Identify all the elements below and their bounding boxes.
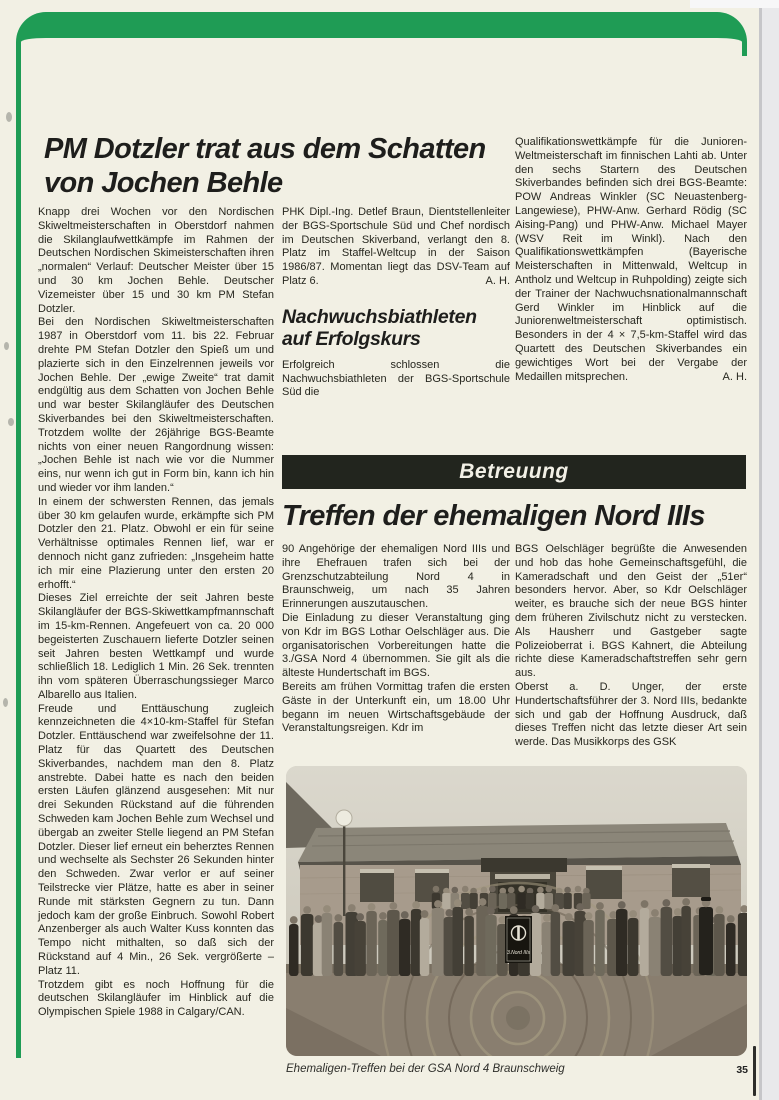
- scan-speck: [3, 698, 8, 707]
- article2-title: Treffen der ehemaligen Nord IIIs: [282, 500, 705, 532]
- author-initials: A. H.: [722, 370, 747, 383]
- photo-sign-label: 3.Nord IIIs: [506, 950, 531, 956]
- scan-speck: [6, 112, 12, 122]
- scan-speck: [4, 342, 9, 350]
- article1-column-1: [38, 206, 274, 1020]
- article2-column-1: [282, 543, 510, 736]
- photo-lamp-globe: [336, 810, 352, 826]
- photo-lamp-pole: [343, 824, 345, 916]
- article1-paragraph: Qualifikationswettkämpfe für die Junioren-Weltmeisterschaft im finnischen Lahti ab. Unter den sechs Startern des Deutschen Skiverbandes befinden sich drei BGS-Beamte: POW Andreas Winkler (SC Neuastenberg-Langewiese), PHW-Anw. Gerhard Rödig (SC Aising-Pang) und PHW-Anw. Michael Mayer (WSV Reit im Winkl). Nach den Qualifikationswettkämpfen (Bayerische Meisterschaften in Mittenwald, Weltcup in Antholz und Weltcup in Ruhpolding) zeigte sich der Trainer der Nachwuchsnationalmannschaft Gerd Winkler im Hinblick auf die Juniorenweltmeisterschaft optimistisch. Besonders in der 4 × 7,5-km-Staffel wird das Quartett des Deutschen Skiverbandes ein gewichtiges Wort bei der Vergabe der Medaillen mitsprechen.: [515, 136, 747, 383]
- scan-corner-notch: [690, 0, 779, 8]
- article1-title: PM Dotzler trat aus dem Schatten von Jochen Behle: [44, 133, 486, 199]
- section-banner: [282, 455, 746, 489]
- group-photo: [286, 766, 747, 1056]
- scan-edge-strip: [762, 0, 779, 1100]
- page-frame-left-line: [16, 50, 21, 1058]
- scan-speck: [8, 418, 14, 426]
- author-initials: A. H.: [485, 274, 510, 287]
- scan-page-edge-line: [753, 1046, 756, 1096]
- article1-paragraph: Dieses Ziel erreichte der seit Jahren beste Skilangläufer der BGS-Skiwettkampfmannschaft im 15-km-Rennen. Angefeuert von ca. 20 000 begeisterten Zuschauern lieferte Dotzler seinen seit Jahren besten Wettkampf und wurde schließlich 18. Lediglich 1 Min. 26 Sek. trennten ihn vom späteren Überraschungssieger Marco Albarello aus Italien.: [38, 592, 274, 701]
- section-banner-label: Betreuung: [459, 460, 569, 483]
- article1-column-3: [515, 136, 747, 384]
- article2-paragraph: Die Einladung zu dieser Veranstaltung ging von Kdr im BGS Lothar Oelschläger aus. Die organisatorischen Vorbereitungen hatte die 3./GSA Nord 4 übernommen. Sie gilt als die älteste Hundertschaft im BGS.: [282, 611, 510, 680]
- photo-unit-sign: [505, 916, 532, 963]
- article1-column-2: [282, 206, 510, 400]
- article2-paragraph: BGS Oelschläger begrüßte die Anwesenden und hob das hohe Gemeinschaftsgefühl, die Kameradschaft und den Geist der „51er“ besonders hervor. Aber, so Kdr Oelschläger weiter, es brauche sich der neue BGS hinter dem früheren Zivilschutz nicht zu verstecken. Als Hausherr und Gastgeber sagte Polizeioberrat i. BGS Kahnert, die Abteilung richte diese Kameradschaftstreffen sehr gern aus.: [515, 543, 747, 680]
- photo-roof: [298, 823, 738, 862]
- article1-paragraph: Knapp drei Wochen vor den Nordischen Skiweltmeisterschaften in Oberstdorf nahmen die Skilanglaufwettkämpfe im Rahmen der Deutschen Nordischen Skimeisterschaften ihren „normalen“ Verlauf: Deutscher Meister über 15 und 30 km Jochen Behle. Deutscher Vizemeister über 15 und 30 km PM Stefan Dotzler.: [38, 206, 274, 315]
- article1-paragraph: In einem der schwersten Rennen, das jemals über 30 km gelaufen wurde, erkämpfte sich PM Dotzler den 21. Platz. Obwohl er ein für seine Verhältnisse optimales Rennen lief, war er dennoch nicht ganz zufrieden: „Insgeheim hatte ich mir eine Plazierung unter den ersten 20 erhofft.“: [38, 495, 274, 591]
- article1-paragraph: Bei den Nordischen Skiweltmeisterschaften 1987 in Oberstdorf vom 11. bis 22. Februar drehte PM Stefan Dotzler den Spieß um und plazierte sich in den Einzelrennen jeweils vor Jochen Behle. Der „ewige Zweite“ trat damit endgültig aus dem Schatten von Jochen Behle und war bester Skilangläufer des Deutschen Skiverbandes bei den Skiweltmeisterschaften. Trotzdem wollte der 26jährige BGS-Beamte nichts von einer neuen Rangordnung wissen: „Jochen Behle ist nach wie vor die Nummer eins, nur wenn ich gut in Form bin, kann ich hin und wieder vor ihm landen.“: [38, 316, 274, 494]
- page-frame-top-bar: [16, 12, 747, 56]
- article1-paragraph: PHK Dipl.-Ing. Detlef Braun, Dientstellenleiter der BGS-Sportschule Süd und Chef nordisch im Deutschen Skiverband, verlangt den 8. Platz im Staffel-Weltcup in der Saison 1986/87. Momentan liegt das DSV-Team auf Platz 6.: [282, 206, 510, 287]
- page-number: 35: [736, 1064, 748, 1076]
- article2-paragraph: 90 Angehörige der ehemaligen Nord IIIs und ihre Ehefrauen trafen sich bei der Grenzschutzabteilung Nord 4 in Braunschweig, um nach 35 Jahren Erinnerungen auszutauschen.: [282, 543, 510, 611]
- photo-officer: [699, 897, 713, 975]
- photo-entrance-canopy: [481, 858, 567, 872]
- article1-paragraph: Trotzdem gibt es noch Hoffnung für die deutschen Skilangläufer im Hinblick auf die Olympischen Spiele 1988 in Calgary/CAN.: [38, 978, 274, 1019]
- article1-paragraph: Erfolgreich schlossen die Nachwuchsbiathleten der BGS-Sportschule Süd die: [282, 358, 510, 399]
- article1-subhead: Nachwuchsbiathleten auf Erfolgskurs: [282, 305, 477, 350]
- article1-paragraph: Freude und Enttäuschung zugleich kennzeichneten die 4×10-km-Staffel für Stefan Dotzler. Enttäuschend war zweifelsohne der 11. Platz für das Quartett des Deutschen Skiverbandes, nachdem man den 8. Platz anstrebte. Dabei hatte es nach den beiden ersten Läufen glänzend ausgesehen: Mit nur drei Sekunden Rückstand auf die führenden Schweden kam Jochen Behle zum Wechsel und übergab an zweiter Stelle liegend an PM Stefan Dotzler. Dieser lief erneut ein beherztes Rennen und wechselte als Sechster 26 Sekunden hinter den Schweden. Zwar verlor er auf seiner Teilstrecke vier Plätze, hatte es aber in seiner Runde mit stärksten Gegnern zu tun. Dann jedoch kam der große Einbruch. Sowohl Robert Anzenberger als auch Walter Kuss konnten das Tempo nicht mithalten, so daß sich der Rückstand auf 4 Min., 26 Sek. vergrößerte – Platz 11.: [38, 702, 274, 977]
- article2-paragraph: Bereits am frühen Vormittag trafen die ersten Gäste in der Unterkunft ein, um 18.00 Uhr begann im neuen Wirtschaftsgebäude der Veranstaltungsreigen. Kdr im: [282, 680, 510, 735]
- article2-column-2: [515, 543, 747, 750]
- photo-caption: Ehemaligen-Treffen bei der GSA Nord 4 Braunschweig: [286, 1063, 565, 1075]
- article2-paragraph: Oberst a. D. Unger, der erste Hundertschaftsführer der 3. Nord IIIs, bedankte sich und gab der Hoffnung Ausdruck, daß dieses Treffen nicht das letzte dieser Art sein werde. Das Musikkorps des GSK: [515, 680, 747, 749]
